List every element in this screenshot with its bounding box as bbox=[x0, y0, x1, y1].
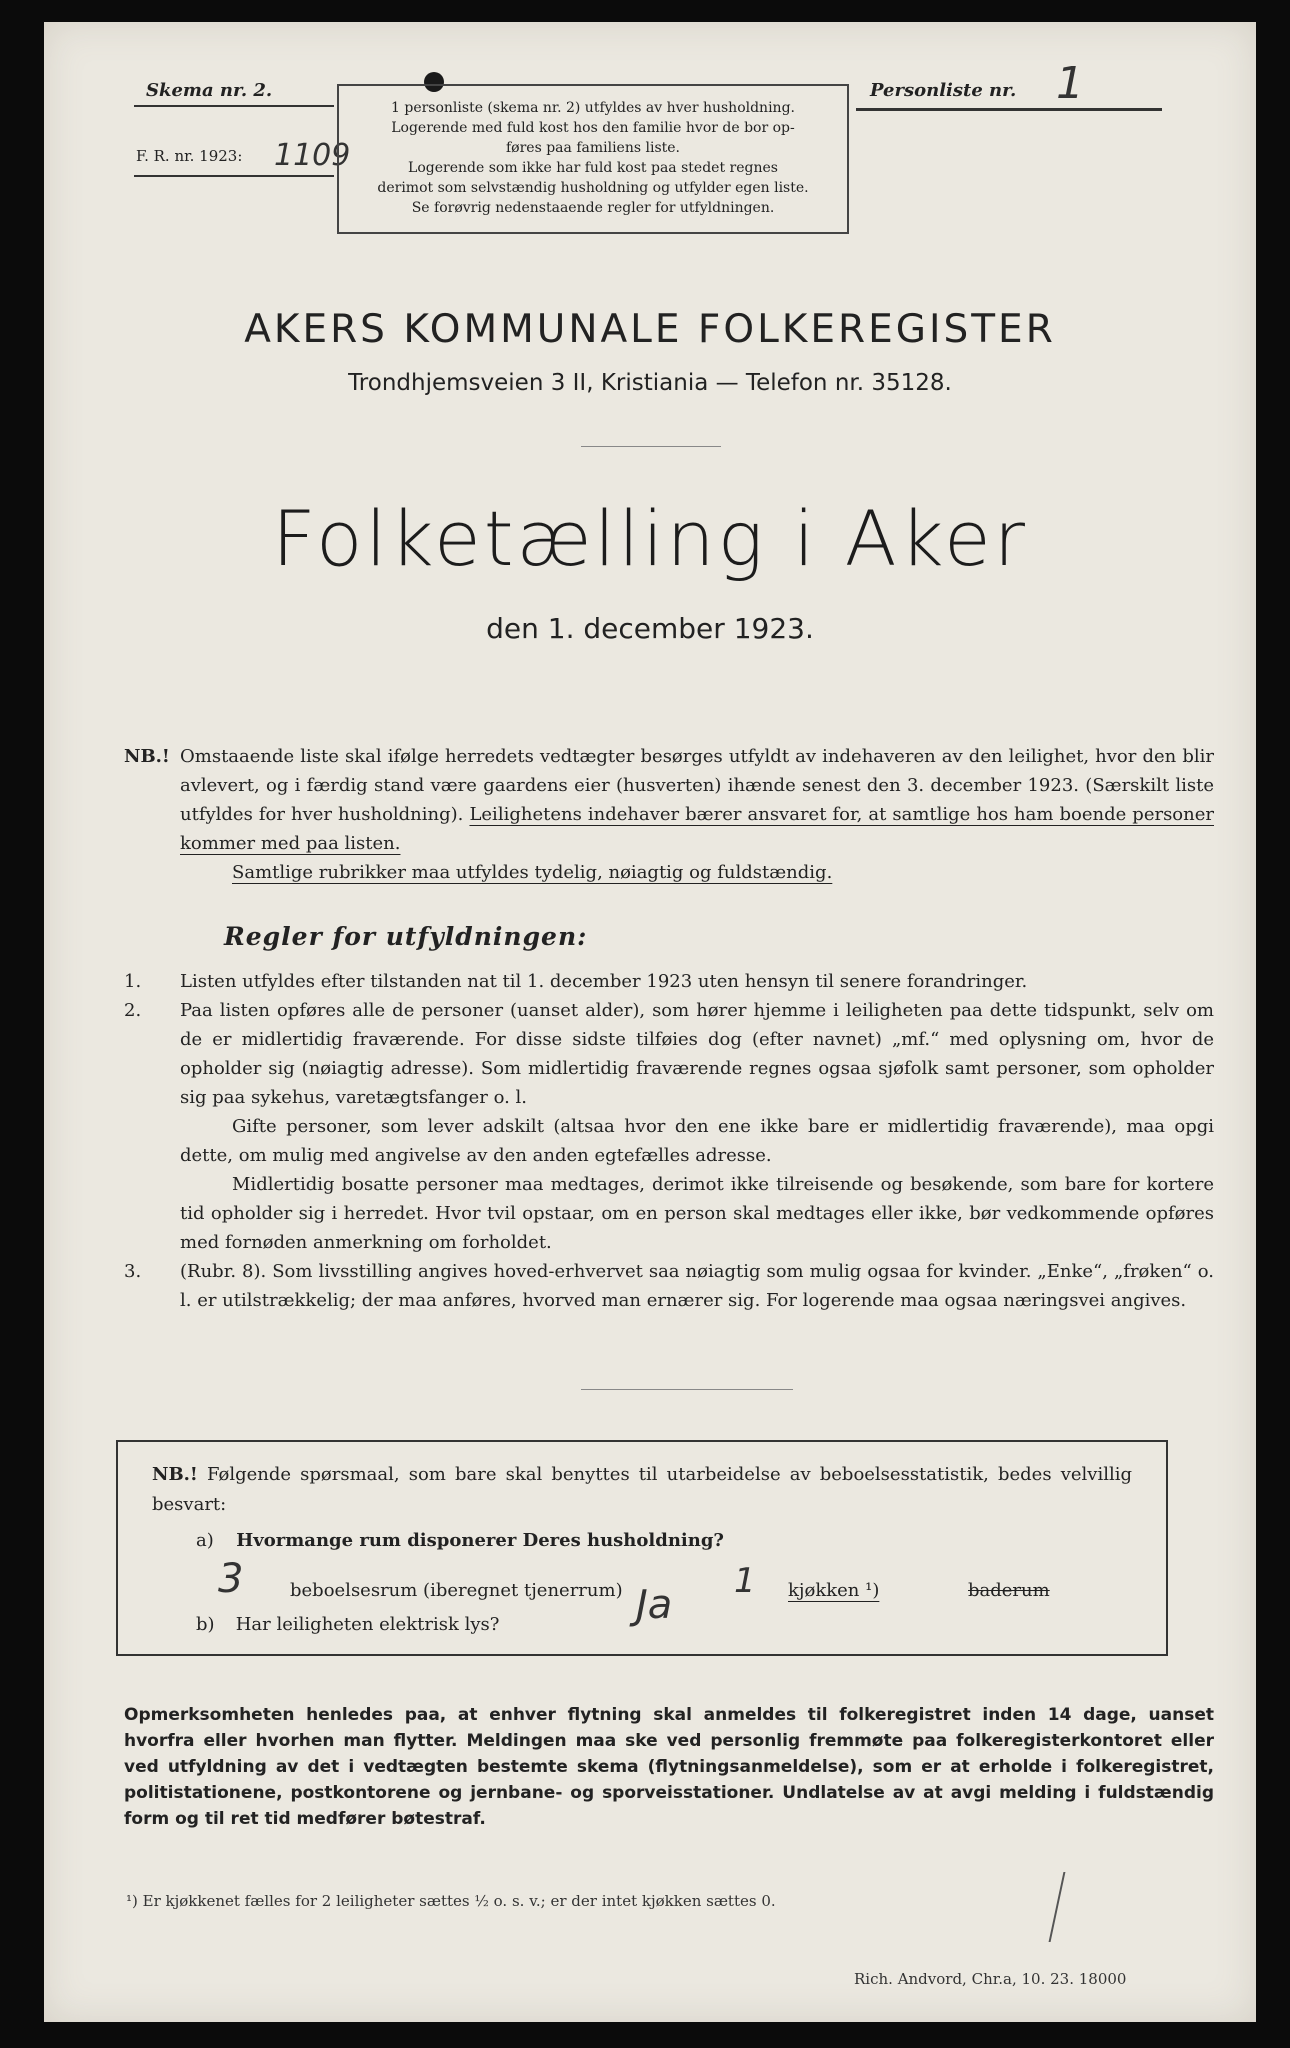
kitchen-value: 1 bbox=[734, 1561, 756, 1601]
rule-number: 1. bbox=[124, 971, 142, 992]
nb-first-text-2: Samtlige rubrikker maa utfyldes tydelig, nøiagtig og fuldstændig. bbox=[232, 862, 833, 883]
fr-number: 1109 bbox=[274, 138, 351, 173]
fr-label: F. R. nr. 1923: bbox=[136, 147, 243, 165]
rule-text: Midlertidig bosatte personer maa medtages, derimot ikke tilreisende og besøkende, som bare for kortere tid opholder sig i herredet. Hvor tvil opstaar, om en person skal medtages eller ikke, bør vedkommende opføres med fornøden anmerkning om forholdet. bbox=[180, 1174, 1214, 1253]
question-a-label: a) bbox=[196, 1530, 214, 1551]
skema-label: Skema nr. 2. bbox=[134, 80, 334, 107]
answer-b: Ja bbox=[636, 1582, 673, 1628]
rule-text: (Rubr. 8). Som livsstilling angives hoved-erhvervet saa nøiagtig som mulig ogsaa for kvinder. „Enke“, „frøken“ o. l. er utilstrækkelig; der maa anføres, hvorved man ernærer sig. For logerende maa ogsaa næringsvei angives. bbox=[180, 1261, 1214, 1311]
divider bbox=[581, 446, 721, 447]
address-line: Trondhjemsveien 3 II, Kristiania — Telefon nr. 35128. bbox=[348, 370, 952, 396]
nb-first-paragraph-2 bbox=[124, 858, 1214, 887]
nb-tag: NB.! bbox=[124, 746, 170, 767]
printer-imprint: Rich. Andvord, Chr.a, 10. 23. 18000 bbox=[854, 1970, 1127, 1988]
nb-first-paragraph bbox=[124, 742, 1214, 858]
household-instructions-box bbox=[337, 84, 849, 234]
rule-text: Listen utfyldes efter tilstanden nat til 1. december 1923 uten hensyn til senere forandringer. bbox=[180, 971, 1028, 992]
box-line: 1 personliste (skema nr. 2) utfyldes av hver husholdning. bbox=[391, 100, 795, 116]
page-title: Folketælling i Aker bbox=[272, 494, 1028, 583]
rule-text: Paa listen opføres alle de personer (uanset alder), som hører hjemme i leiligheten paa dette tidspunkt, selv om de er midlertidig fraværende. For disse sidste tilføies dog (efter navnet) „mf.“ med oplysning om, hvor de opholder sig (nøiagtig adresse). Som midlertidig fraværende regnes ogsaa sjøfolk samt personer, som opholder sig paa sykehus, varetægtsfanger o. l. bbox=[180, 1000, 1214, 1108]
personliste-row bbox=[856, 58, 1162, 111]
rooms-value: 3 bbox=[218, 1556, 244, 1602]
box-line: Logerende som ikke har fuld kost paa stedet regnes bbox=[408, 160, 778, 176]
nb-first-underlined: Leilighetens indehaver bærer ansvaret for, at samtlige hos ham boende personer kommer med paa listen. bbox=[180, 804, 1214, 854]
housing-statistics-box bbox=[116, 1440, 1168, 1656]
organization-heading: AKERS KOMMUNALE FOLKEREGISTER bbox=[244, 307, 1056, 352]
personliste-number: 1 bbox=[1056, 58, 1084, 109]
rule-item bbox=[124, 1257, 1214, 1315]
question-a bbox=[196, 1526, 724, 1556]
moving-notice: Opmerksomheten henledes paa, at enhver flytning skal anmeldes til folkeregistret inden 14 dage, uanset hvorfra eller hvorhen man flytter. Meldingen maa ske ved personlig fremmøte paa folkeregisterkontoret eller ved utfyldning av det i vedtægten bestemte skema (flytningsanmeldelse), som er at erholde i folkeregistret, politistationene, postkontorene og jernbane- og sporveisstationer. Undlatelse av at avgi melding i fuldstændig form og til ret tid medfører bøtestraf. bbox=[124, 1705, 1214, 1829]
pencil-mark bbox=[1049, 1872, 1076, 1942]
nb-first-text: Omstaaende liste skal ifølge herredets vedtægter besørges utfyldt av indehaveren av den leilighet, hvor den blir avlevert, og i færdig stand være gaardens eier (husverten) ihænde senest den 3. december 1923. (Særskilt liste utfyldes for hver husholdning). bbox=[180, 746, 1214, 825]
rooms-answer-row bbox=[218, 1556, 1050, 1606]
rule-number: 2. bbox=[124, 1000, 142, 1021]
box-line: Logerende med fuld kost hos den familie hvor de bor op- bbox=[391, 120, 795, 136]
rule-text: Gifte personer, som lever adskilt (altsaa hvor den ene ikke bare er midlertidig fraværende), maa opgi dette, om mulig med angivelse av den anden egtefælles adresse. bbox=[180, 1116, 1214, 1166]
question-b-label: b) bbox=[196, 1614, 215, 1635]
footnote: ¹) Er kjøkkenet fælles for 2 leiligheter sættes ½ o. s. v.; er der intet kjøkken sættes 0. bbox=[126, 1892, 776, 1910]
question-b-text: Har leiligheten elektrisk lys? bbox=[235, 1614, 500, 1635]
rules-heading: Regler for utfyldningen: bbox=[224, 922, 588, 951]
nb-second-intro bbox=[152, 1460, 1132, 1520]
rule-item bbox=[124, 996, 1214, 1257]
rooms-label: beboelsesrum (iberegnet tjenerrum) bbox=[290, 1580, 623, 1601]
question-a-text: Hvormange rum disponerer Deres husholdning? bbox=[236, 1530, 724, 1551]
nb-second-text: Følgende spørsmaal, som bare skal benyttes til utarbeidelse av beboelsesstatistik, bedes velvillig besvart: bbox=[152, 1464, 1132, 1515]
box-line: derimot som selvstændig husholdning og utfylder egen liste. bbox=[377, 180, 809, 196]
box-line: Se forøvrig nedenstaaende regler for utfyldningen. bbox=[411, 200, 775, 216]
bath-label: baderum bbox=[968, 1580, 1050, 1601]
census-form-page bbox=[44, 22, 1256, 2022]
personliste-label: Personliste nr. bbox=[870, 80, 1017, 101]
divider bbox=[581, 1389, 793, 1390]
box-line: føres paa familiens liste. bbox=[505, 140, 680, 156]
header-left bbox=[134, 80, 351, 177]
fr-number-row bbox=[134, 125, 351, 177]
nb-first-section bbox=[124, 742, 1214, 887]
kitchen-label: kjøkken ¹) bbox=[788, 1580, 880, 1601]
rule-item bbox=[124, 967, 1214, 996]
rules-list bbox=[124, 967, 1214, 1315]
rule-number: 3. bbox=[124, 1261, 142, 1282]
nb-tag: NB.! bbox=[152, 1464, 198, 1485]
census-date: den 1. december 1923. bbox=[486, 612, 814, 645]
